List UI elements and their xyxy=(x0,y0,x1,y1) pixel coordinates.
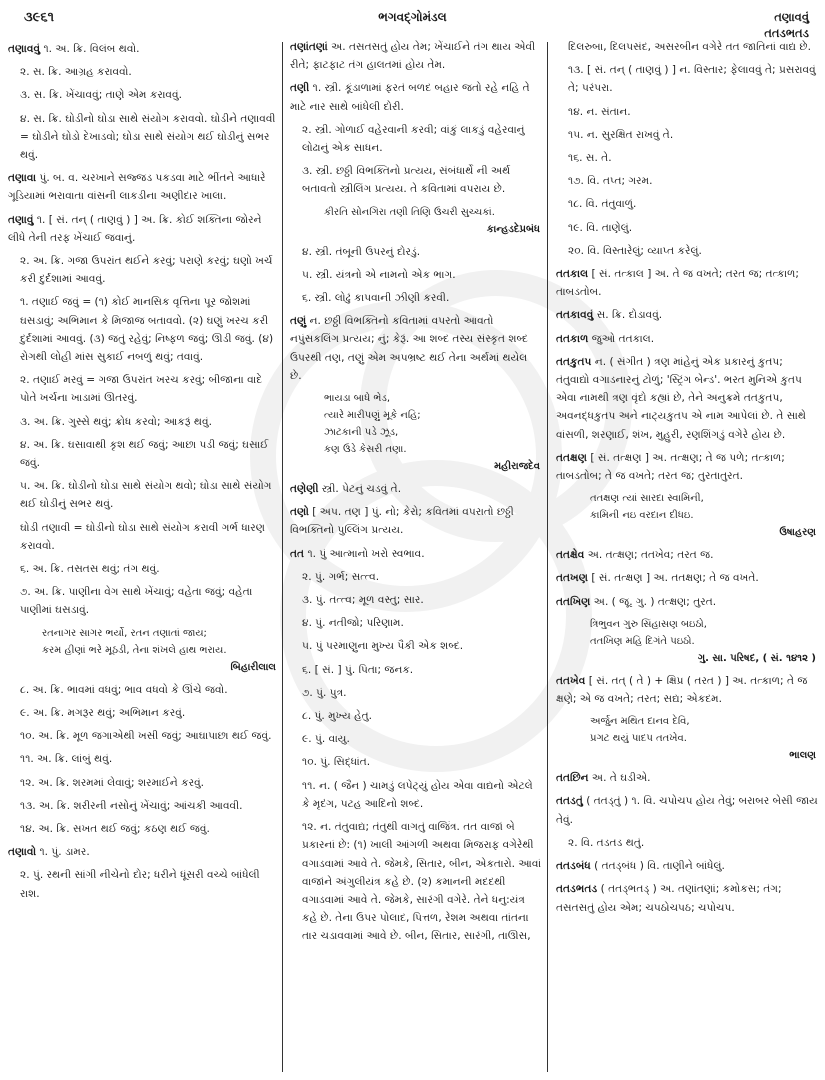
guide-words xyxy=(764,9,809,41)
sense-definition: ૩. અ. ક્રિ. ગુસ્સે થવું; ક્રોધ કરવો; આકરૂં થવું. xyxy=(20,415,212,428)
headword: તતડબંધ xyxy=(556,860,591,873)
sense-continuation: દિલરુબા, દિલપસંદ, અસરબીન વગેરે તત જાતિનાં વાદ્ય છે. xyxy=(568,41,811,53)
definition-text: ( તતડ્બંધ ) વિ. તાણીને બાંધેલું. xyxy=(594,860,725,873)
verse-line: ઝાટકાની પડે ઝૂડ, xyxy=(324,427,399,439)
definition-text: ૧. સ્ત્રી. કૂંડાળામાં ફરતં બળદ બહાર જતો રહે નહિ તે માટે નાર સાથે બાંધેલી દોરી. xyxy=(290,82,530,113)
dictionary-entry xyxy=(556,265,818,301)
sense-definition: ૨. સ્ત્રી. ગોળાઈ વહેરવાની કરવી; વાંકું લાકડું વહેરવાનું લોઢાનું એક સાધન. xyxy=(302,123,525,155)
sense-definition: ૧૪. અ. ક્રિ. સખત થઈ જવું; કઠણ થઈ જવું. xyxy=(20,822,210,835)
quotation-verse xyxy=(556,713,818,764)
sense-definition: ઘોડી તણાવી = ઘોડીનો ઘોડા સાથે સંયોગ કરાવી ગર્ભ ધારણ કરાવવો. xyxy=(20,521,266,552)
column-divider xyxy=(547,42,548,1072)
dictionary-entry xyxy=(290,545,542,563)
headword: તતડતું xyxy=(556,795,583,808)
page-number: ૩૯૬૧ xyxy=(24,10,55,25)
verse-attribution: મહીરાજદેવ xyxy=(494,461,540,473)
sense-definition: ૨૦. વિ. વિસ્તારેલું; વ્યાપ્ત કરેલું. xyxy=(568,244,702,257)
dictionary-entry xyxy=(556,546,818,564)
headword: તણાવું xyxy=(8,213,34,226)
definition-text: ૧. [ સં. તન્ ( તાણવું ) ] અ. ક્રિ. કોઈ શક્તિના જોરને લીધે તેની તરફ ખેંચાઈ જવાનું. xyxy=(8,213,262,244)
sense-definition: ૧૩. અ. ક્રિ. શરીરની નસોનું ખેંચાવું; આંચકી આવવી. xyxy=(20,799,243,812)
dictionary-entry xyxy=(290,38,542,74)
sense-definition: ૧૧. અ. ક્રિ. લાંબું થવું. xyxy=(20,753,113,766)
sense-definition: ૫. પું પરમાણુના મુખ્ય પૈકી એક શબ્દ. xyxy=(302,640,464,653)
dictionary-entry xyxy=(290,312,542,385)
sense-definition: ૧૯. વિ. તાણેલું. xyxy=(568,221,633,234)
headword: તણાવવું xyxy=(8,43,41,55)
verse-line: ત્યારે મારીપણું મૂકે નહિ; xyxy=(324,410,421,422)
headword: તતખણ xyxy=(556,572,588,585)
verse-line: કામિની નઇ વરદાન દીધઇ. xyxy=(590,510,694,522)
sense-definition: ૮. પું. મુખ્ય હેતુ. xyxy=(302,710,373,723)
dictionary-entry xyxy=(556,330,818,348)
running-title: ભગવદ્ગોમંડલ xyxy=(378,10,447,24)
column-2 xyxy=(284,38,542,1068)
sense-definition: ૯. પું. વાયુ. xyxy=(302,733,350,746)
sense-definition: ૧૫. ન. સુરક્ષિત રાખવું તે. xyxy=(568,128,674,141)
definition-text: ન. છઠ્ઠી વિભક્તિનો કવિતામાં વપરતો આવતો નપુંસકલિંગ પ્રત્યય; નું; કેરૂં. આ શબ્દ તસ્ય સંસ્કૃત શબ્દ ઉપરથી તણ, તણું એમ અપભ્રષ્ટ થઈ તેના અર્થમાં થયેલ છે. xyxy=(290,315,528,382)
sense-definition: ૨. તણાઈ મરવું = ગજા ઉપરાંત ખરચ કરવું; બીજાના વાદે પોતે ખર્ચના ખાડામાં ઊતરવું. xyxy=(20,374,263,405)
dictionary-entry xyxy=(290,503,542,539)
verse-attribution: કાન્હડદેપ્રબંધ xyxy=(486,223,540,235)
sense-definition: ૧૧. ન. ( જૈન ) ચામડું લપેટ્યું હોય એવા વાદ્યનો એટલે કે મૃદંગ, પટહ આદિનો શબ્દ. xyxy=(302,779,533,810)
sense-definition: ૪. પું. નતીજો; પરિણામ. xyxy=(302,617,404,630)
headword: તતડભતડ xyxy=(556,883,598,896)
sense-definition: ૯. અ. ક્રિ. મગરૂર થવું; અભિમાન કરવું. xyxy=(20,706,186,719)
sense-definition: ૩. પું. તત્ત્વ; મૂળ વસ્તુ; સાર. xyxy=(302,594,424,607)
column-1 xyxy=(8,38,278,1068)
dictionary-entry xyxy=(556,353,818,444)
definition-text: સ્ત્રી. પેટનું ચડવું તે. xyxy=(321,483,402,496)
definition-text: [ સં. તત્કાલ ] અ. તે જ વખતે; તરત જ; તત્કાળ; તાબડતોબ. xyxy=(556,268,799,299)
sense-definition: ૧૮. વિ. તંતુવાળું. xyxy=(568,198,637,211)
headword: તતકાલ xyxy=(556,268,589,281)
definition-text: અ. ( જૂ. ગુ. ) તત્ક્ષણ; તુરત. xyxy=(593,595,717,608)
dictionary-columns xyxy=(0,38,825,1080)
sense-definition: ૧૨. અ. ક્રિ. શરમમાં લેવાવું; શરમાઈને કરવું. xyxy=(20,776,205,789)
sense-definition: ૬. [ સં. ] પું. પિતા; જનક. xyxy=(302,663,414,676)
definition-text: ન. ( સંગીત ) ત્રણ માંહેનું એક પ્રકારનું કુતપ; તંતુવાદ્યો વગાડનારનું ટોળું; 'સ્ટ્રિંગ બેન્ડ'. ભરત મુનિએ કુતપ એવા નામથી ત્રણ વૃંદો કહ્યાં છે, તેને અનુક્રમે તતકુતપ, અવનદ્ધકુતપ અને નાટ્યકુતપ એ નામ આપેલાં છે. તે સાથે વાંસળી, શરણાઈ, શંખ, મુહુરી, રણશિંગડું વગેરે હોય છે. xyxy=(556,355,807,441)
definition-text: અ. તસતસતું હોય તેમ; ખેંચાઈને તંગ થાય એવી રીતે; ફાટફાટ તંગ હાલતમાં હોય તેમ. xyxy=(290,41,536,72)
sense-definition: ૩. સ્ત્રી. છઠ્ઠી વિભક્તિનો પ્રત્યય, સંબંધાર્થે ની અર્થ બતાવતો સ્ત્રીલિંગ પ્રત્યય. તે કવિતામાં વપરાય છે. xyxy=(302,165,511,196)
headword: તણી xyxy=(290,82,310,95)
verse-line: તતક્ષણ ત્યાં સારદા સ્વામિની, xyxy=(590,493,704,505)
headword: તત xyxy=(290,547,305,560)
verse-line: તતખિણ મહિ દિગંતે પઇઠો. xyxy=(590,635,695,647)
verse-line: પ્રગટ થયું પાદપ તતખેવ. xyxy=(590,733,687,745)
headword: તતક્ષણ xyxy=(556,451,587,464)
guide-word-first: તણાવવું xyxy=(774,10,809,24)
sense-definition: ૪. અ. ક્રિ. ઘસાવાથી કૃશ થઈ જવું; આછા પડી જવું; ઘસાઈ જવું. xyxy=(20,438,269,470)
dictionary-entry xyxy=(556,449,818,485)
quotation-verse xyxy=(556,616,818,667)
sense-definition: ૧૦. અ. ક્રિ. મૂળ જગાએથી ખસી જવું; આઘાપાછા થઈ જવું. xyxy=(20,730,272,743)
dictionary-entry xyxy=(290,480,542,498)
definition-text: [ સં. તત્ ( તે ) + ક્ષિપ્ર ( તરત ) ] અ. તત્કાળ; તે જ ક્ષણે; એ જ વખતે; તરત; સદ્ય; એકદમ. xyxy=(556,674,808,706)
headword: તતખેવ xyxy=(556,674,586,687)
sense-definition: ૧૭. વિ. તપ્ત; ગરમ. xyxy=(568,175,653,188)
headword: તણું xyxy=(290,315,307,328)
dictionary-entry xyxy=(556,569,818,587)
dictionary-entry xyxy=(8,211,278,247)
dictionary-entry xyxy=(556,672,818,708)
definition-text: પું. બ. વ. ચરખાને સજ્જડ પકડવા માટે ભીંતને આધારે ગૂડિયામાં ભરાવાતા વાંસની લાકડીના અણીદાર ખાલા. xyxy=(8,172,266,203)
definition-text: [ અપ. તણ ] પું. નો; કેરો; કવિતમાં વપરાતો છઠ્ઠી વિભક્તિનો પુલ્લિંગ પ્રત્યય. xyxy=(290,506,514,537)
sense-definition: ૫. સ્ત્રી. યંત્રનો એ નામનો એક ભાગ. xyxy=(302,268,456,281)
definition-text: અ. તત્ક્ષણ; તતખેવ; તરત જ. xyxy=(587,549,714,562)
column-divider xyxy=(282,42,283,1072)
definition-text: ( તતડ્તું ) ૧. વિ. ચપોચપ હોય તેવું; બરાબર બેસી જાય તેવું. xyxy=(556,795,818,826)
dictionary-entry xyxy=(556,769,818,787)
sense-definition: ૨. સ. ક્રિ. આગ્રહ કરાવવો. xyxy=(20,66,132,79)
quotation-verse xyxy=(556,490,818,541)
dictionary-entry xyxy=(8,40,278,58)
definition-text: સ. ક્રિ. દોડાવવું. xyxy=(596,309,663,322)
definition-text: જુઓ તતકાલ. xyxy=(591,332,655,345)
sense-definition: ૩. સ. ક્રિ. ખેંચાવવું; તાણે એમ કરાવવું. xyxy=(20,89,182,102)
verse-line: કણ ઉડે કેસરી તણા. xyxy=(324,444,407,456)
dictionary-entry xyxy=(8,169,278,205)
verse-line: ત્રિભુવન ગુરુ સિંહાસણ બઇઠો, xyxy=(590,618,707,630)
verse-attribution: બિહારીલાલ xyxy=(230,661,276,673)
headword: તણેણી xyxy=(290,483,319,496)
sense-definition: ૧૪. ન. સંતાન. xyxy=(568,105,631,118)
column-3 xyxy=(550,38,818,1068)
verse-attribution: ભાલણ xyxy=(789,750,816,762)
definition-text: ૧. પું. ડામર. xyxy=(39,846,90,859)
page-header xyxy=(0,0,825,40)
verse-attribution: ગુ. સા. પરિષદ, ( સં. ૧૪૧૨ ) xyxy=(697,652,816,664)
sense-definition: ૨. પું. રથની સાંગી નીચેનો દોર; ધરીને ધૂંસરી વચ્ચે બાંધેલી રાશ. xyxy=(20,869,260,900)
dictionary-entry xyxy=(8,843,278,861)
dictionary-entry xyxy=(556,593,818,611)
headword: તતક્ષેવ xyxy=(556,549,585,562)
headword: તણો xyxy=(290,506,309,519)
definition-text: ૧. અ. ક્રિ. વિલંબ થવો. xyxy=(43,43,140,55)
definition-text: [ સં. તત્ક્ષણ ] અ. તતક્ષણ; તે જ વખતે. xyxy=(591,572,759,585)
sense-definition: ૬. અ. ક્રિ. તસતસ થવું; તંગ થવું. xyxy=(20,563,160,576)
guide-word-last: તતડભતડ xyxy=(764,26,809,40)
sense-definition: ૧૨. ન. તંતુવાદ્ય; તંતુથી વાગતું વાજિંત્ર. તત વાજાં બે પ્રકારનાં છે: (૧) ખાલી આંગળી અથવા મિજરાફ વગેરેથી વગાડવામાં આવે તે. જેમકે, સિતાર, બીન, એકતારો. આવાં વાજાંને અંગુલીયંત્ર કહે છે. (૨) કમાનની મદદથી વગાડવામાં આવે તે. જેમકે, સારંગી વગેરે. તેને ધનુ:યંત્ર કહે છે. તેના ઉપર પોલાદ, પિત્તળ, રેશમ અથવા તાંતના તાર ચડાવવામાં આવે છે. બીન, સિતાર, સારંગી, તાઊસ, xyxy=(302,821,542,943)
headword: તતકાવવું xyxy=(556,309,594,322)
verse-line: કીરતિ સોનગિરા તણી તિણિ ઉચરી સુચ્ચકાં. xyxy=(324,206,495,218)
verse-attribution: ઉષાહરણ xyxy=(779,527,816,539)
verse-line: અર્જુન મથિત દાનવ દેવિ, xyxy=(590,716,690,728)
sense-definition: ૨. પું. ગર્ભ; સત્ત્વ. xyxy=(302,570,380,583)
headword: તતછિન xyxy=(556,772,589,785)
sense-definition: ૭. અ. ક્રિ. પાણીના વેગ સાથે ખેંચાવું; વહેતા જવું; વહેતા પાણીમાં ઘસડાવું. xyxy=(20,586,253,617)
headword: તણાવા xyxy=(8,172,37,185)
sense-definition: ૪. સ. ક્રિ. ઘોડીનો ઘોડા સાથે સંયોગ કરાવવો. ઘોડીને તણાવવી = ઘોડીને ઘોડો દેખાડવો; ઘોડા સાથે સંયોગ થઈ ઘોડીનું સભર થવું. xyxy=(20,112,276,162)
headword: તતકાળ xyxy=(556,332,589,345)
sense-definition: ૭. પું. પુત્ર. xyxy=(302,686,347,699)
headword: તણાવો xyxy=(8,846,37,859)
sense-definition: ૮. અ. ક્રિ. ભાવમાં વધવું; ભાવ વધવો કે ઊંચે જવો. xyxy=(20,683,228,696)
quotation-verse xyxy=(290,204,542,238)
sense-definition: ૧૦. પું. સિદ્ધાંત. xyxy=(302,756,371,769)
headword: તણાંતણાં xyxy=(290,41,328,53)
headword: તતખિણ xyxy=(556,595,591,608)
verse-line: કરમ હીણાં ભરે મૂઠડી, તેના શંખલે હાથ ભરાય. xyxy=(42,644,227,656)
dictionary-entry xyxy=(556,857,818,875)
headword: તતકુતપ xyxy=(556,355,592,368)
sense-definition: ૨. અ. ક્રિ. ગજા ઉપરાંત થઈને કરવું; પરાણે કરવું; ઘણો ખર્ચ કરી દુર્દશામાં આવવું. xyxy=(20,255,273,286)
dictionary-entry xyxy=(556,792,818,828)
sense-definition: ૨. વિ. તડતડ થતું. xyxy=(568,836,645,849)
verse-line: ભાયડા બાધે ભેડ, xyxy=(324,393,391,405)
quotation-verse xyxy=(290,390,542,475)
sense-definition: ૪. સ્ત્રી. તંબૂની ઉપરનું દોરડું. xyxy=(302,245,421,258)
definition-text: ( તતડ્ભતડ્ ) અ. તણાંતણાં; કમોકસ; તંગ; તસતસતું હોય એમ; ચપઠોચપઠ; ચપોચપ. xyxy=(556,883,782,914)
sense-definition: ૧૬. સ. તે. xyxy=(568,152,612,165)
sense-definition: ૧. તણાઈ જવું = (૧) કોઈ માનસિક વૃત્તિના પૂર જોશમાં ઘસડાવું; અભિમાન કે મિજાજ બતાવવો. (૨) ઘણું ખરચ કરી દુર્દશામાં આવવું. (૩) જતું રહેવું; નિષ્ફળ જવું; ઊડી જવું. (૪) રોગથી લોહી માંસ સુકાઈ નબળું થવું; તવાવું. xyxy=(20,296,274,364)
dictionary-entry xyxy=(556,880,818,916)
sense-definition: ૧૩. [ સં. તન્ ( તાણવું ) ] ન. વિસ્તાર; ફેલાવવું તે; પ્રસરાવવું તે; પરંપરા. xyxy=(568,64,816,95)
verse-line: રતનાગર સાગર ભર્યો, રતન તણાતાં જાય; xyxy=(42,627,207,639)
dictionary-entry xyxy=(556,306,818,324)
sense-definition: ૫. અ. ક્રિ. ઘોડીનો ઘોડા સાથે સંયોગ થવો; ઘોડા સાથે સંયોગ થઈ ઘોડીનું સભર થવું. xyxy=(20,480,272,511)
definition-text: [ સં. તત્ક્ષણ ] અ. તત્ક્ષણ; તે જ પળે; તત્કાળ; તાબડતોબ; તે જ વખતે; તરત જ; તુરતાતુરત. xyxy=(556,451,785,483)
definition-text: અ. તે ઘડીએ. xyxy=(591,772,651,785)
dictionary-entry xyxy=(290,79,542,115)
quotation-verse xyxy=(8,625,278,676)
sense-definition: ૬. સ્ત્રી. લોઢું કાપવાની ઝીણી કરવી. xyxy=(302,292,450,305)
definition-text: ૧. પું આત્માનો ખરો સ્વભાવ. xyxy=(307,547,425,560)
